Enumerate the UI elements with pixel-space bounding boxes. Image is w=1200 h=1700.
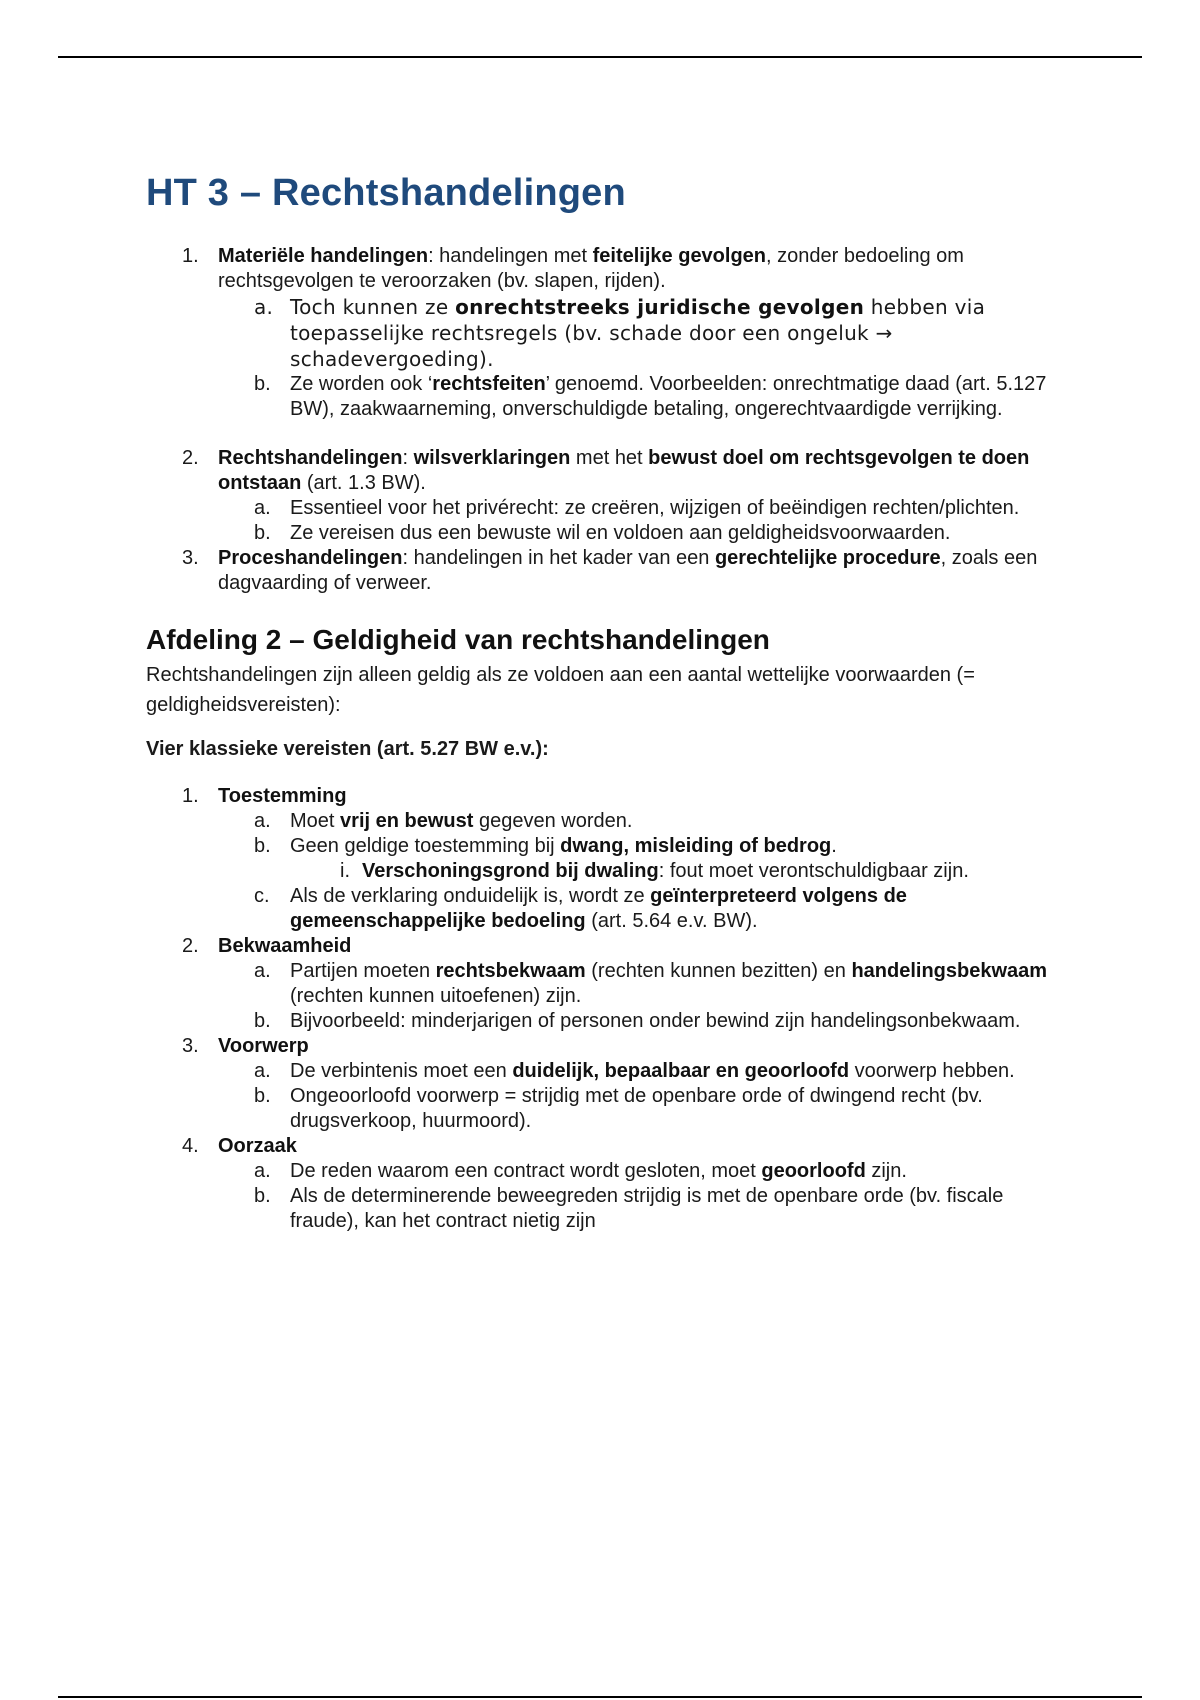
text: (rechten kunnen uitoefenen) zijn. [290,985,582,1007]
list-number: 1. [182,785,199,807]
text: Essentieel voor het privérecht: ze creëren, wijzigen of beëindigen rechten/plichten. [290,497,1020,519]
text: Als de verklaring onduidelijk is, wordt ze [290,885,651,907]
item-label: Voorwerp [218,1035,309,1057]
text: Toch kunnen ze [290,295,456,319]
list-letter: c. [254,885,270,907]
list-item-oorzaak [146,1134,1066,1234]
text: : handelingen in het kader van een [402,547,715,569]
bold-text: geïnterpreteerd volgens de gemeenschappelijke bedoeling [290,885,907,932]
list-letter: a. [254,810,271,832]
list-item-voorwerp [146,1034,1066,1134]
list-handelingen [146,244,1066,596]
text: gegeven worden. [473,810,633,832]
text: zijn. [865,1160,907,1182]
text: Bijvoorbeeld: minderjarigen of personen onder bewind zijn handelingsonbekwaam. [290,1010,1021,1032]
bold-text: Verschoningsgrond bij dwaling [362,860,659,882]
text: : fout moet verontschuldigbaar zijn. [658,860,969,882]
text: Ongeoorloofd voorwerp = strijdig met de openbare orde of dwingend recht (bv. drugsverkoop, huurmoord). [290,1085,983,1132]
sublist [218,959,1066,1034]
list-letter: b. [254,835,271,857]
bold-text: onrechtstreeks juridische gevolgen [455,295,865,319]
item-label: Oorzaak [218,1135,297,1157]
list-item [218,1009,1066,1034]
bold-text: rechtsbekwaam [435,960,586,982]
page-title: HT 3 – Rechtshandelingen [146,172,626,214]
bold-text: dwang, misleiding of bedrog [560,835,832,857]
list-roman: i. [340,860,350,882]
item-label: Toestemming [218,785,347,807]
list-letter: b. [254,1010,271,1032]
bold-text: rechtsfeiten [432,373,546,395]
term-feitelijke: feitelijke gevolgen [592,245,767,267]
list-item [218,884,1066,934]
text: De verbintenis moet een [290,1060,513,1082]
bold-text: duidelijk, bepaalbaar en geoorloofd [512,1060,850,1082]
text: ’ genoemd. Voorbeelden: onrechtmatige daad (art. 5.127 BW), zaakwaarneming, onverschuldigde betaling, ongerechtvaardigde verrijking. [290,373,1047,420]
sublist [218,1059,1066,1134]
list-letter: b. [254,1085,271,1107]
list-item [218,1184,1066,1234]
text: (rechten kunnen bezitten) en [585,960,852,982]
list-letter: a. [254,497,271,519]
list-number: 4. [182,1135,199,1157]
document-body [146,168,1066,1234]
list-item-proceshandelingen [146,546,1066,596]
list-item [218,294,1066,372]
item-label: Bekwaamheid [218,935,352,957]
text: Ze vereisen dus een bewuste wil en voldoen aan geldigheidsvoorwaarden. [290,522,951,544]
list-letter: a. [254,295,274,319]
section-subheading: Vier klassieke vereisten (art. 5.27 BW e.v.): [146,738,549,760]
sublist [218,809,1066,934]
text: voorwerp hebben. [849,1060,1015,1082]
term-materiele: Materiële handelingen [218,245,429,267]
list-item [290,859,1066,884]
text: Als de determinerende beweegreden strijdig is met de openbare orde (bv. fiscale fraude), kan het contract nietig zijn [290,1185,1004,1232]
text: met het [570,447,649,469]
text: , zonder bedoeling om rechtsgevolgen te veroorzaken (bv. slapen, rijden). [218,245,964,292]
list-item [218,1084,1066,1134]
list-item [218,809,1066,834]
text: Partijen moeten [290,960,436,982]
bold-text: Proceshandelingen [218,547,403,569]
bold-text: Rechtshandelingen [218,447,403,469]
list-number: 3. [182,547,199,569]
section-intro: Rechtshandelingen zijn alleen geldig als ze voldoen aan een aantal wettelijke voorwaarden (= geldigheidsvereisten): [146,664,975,716]
list-item [218,521,1066,546]
bold-text: bewust doel om rechtsgevolgen te doen ontstaan [218,447,1030,494]
list-item [218,1159,1066,1184]
spacer [146,422,1066,446]
list-letter: a. [254,1160,271,1182]
list-item-toestemming [146,784,1066,934]
bold-text: handelingsbekwaam [851,960,1048,982]
list-letter: a. [254,960,271,982]
list-item [218,372,1066,422]
bold-text: vrij en bewust [340,810,474,832]
bold-text: gerechtelijke procedure [714,547,941,569]
list-number: 3. [182,1035,199,1057]
list-number: 1. [182,245,199,267]
text: (art. 5.64 e.v. BW). [585,910,758,932]
sub-sublist [290,859,1066,884]
text: (art. 1.3 BW). [301,472,426,494]
text: Ze worden ook ‘ [290,373,433,395]
list-letter: b. [254,1185,271,1207]
list-item [218,496,1066,521]
list-letter: a. [254,1060,271,1082]
sublist [218,1159,1066,1234]
list-item [218,1059,1066,1084]
text: . [831,835,837,857]
list-item-rechtshandelingen [146,446,1066,546]
text: Geen geldige toestemming bij [290,835,561,857]
list-letter: b. [254,373,271,395]
list-number: 2. [182,447,199,469]
sublist [218,294,1066,422]
section-heading: Afdeling 2 – Geldigheid van rechtshandelingen [146,624,770,655]
text: hebben via toepasselijke rechtsregels (bv. schade door een ongeluk → schadevergoeding). [290,295,986,371]
bottom-rule [58,1696,1142,1698]
spacer [146,596,1066,622]
list-letter: b. [254,522,271,544]
list-vereisten [146,784,1066,1234]
sublist [218,496,1066,546]
list-item [218,959,1066,1009]
list-item-materiele [146,244,1066,422]
list-number: 2. [182,935,199,957]
bold-text: geoorloofd [761,1160,866,1182]
list-item-bekwaamheid [146,934,1066,1034]
bold-text: wilsverklaringen [413,447,571,469]
text: , zoals een dagvaarding of verweer. [218,547,1038,594]
text: : [402,447,414,469]
list-item [218,834,1066,884]
text: De reden waarom een contract wordt gesloten, moet [290,1160,762,1182]
text: : handelingen met [428,245,593,267]
top-rule [58,56,1142,58]
text: Moet [290,810,341,832]
